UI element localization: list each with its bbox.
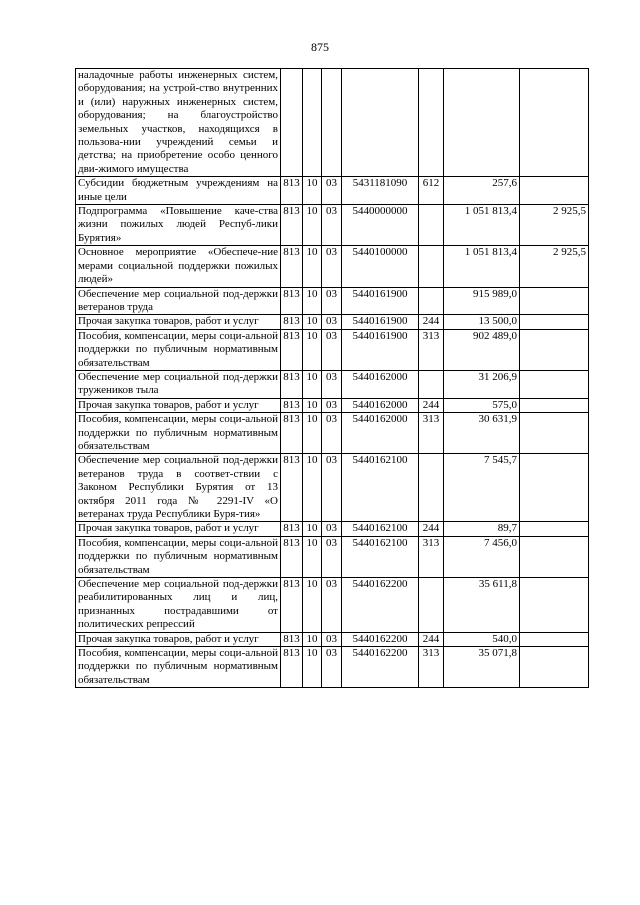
- section-code-cell: [303, 69, 322, 177]
- table-row: [76, 632, 589, 646]
- row-name-cell: Обеспечение мер социальной под-держки ветеранов труда: [76, 287, 281, 315]
- federal-amount-cell: [520, 647, 589, 688]
- ministry-code-cell: [281, 69, 303, 177]
- ministry-code-cell: 813: [281, 522, 303, 536]
- section-code-cell: 10: [303, 578, 322, 633]
- subsection-code-cell: 03: [322, 315, 342, 329]
- expense-type-cell: [419, 454, 444, 522]
- target-article-cell: 5440162100: [342, 522, 419, 536]
- budget-table: [75, 68, 589, 688]
- federal-amount-cell: [520, 536, 589, 577]
- row-name-cell: Подпрограмма «Повышение каче-ства жизни пожилых людей Респуб-лики Бурятия»: [76, 205, 281, 246]
- federal-amount-cell: [520, 315, 589, 329]
- subsection-code-cell: 03: [322, 647, 342, 688]
- expense-type-cell: 313: [419, 536, 444, 577]
- table-row: [76, 370, 589, 398]
- row-name-cell: Основное мероприятие «Обеспече-ние мерами социальной поддержки пожилых людей»: [76, 246, 281, 287]
- ministry-code-cell: 813: [281, 398, 303, 412]
- expense-type-cell: 244: [419, 398, 444, 412]
- federal-amount-cell: 2 925,5: [520, 205, 589, 246]
- row-name-cell: Прочая закупка товаров, работ и услуг: [76, 398, 281, 412]
- section-code-cell: 10: [303, 370, 322, 398]
- section-code-cell: 10: [303, 287, 322, 315]
- target-article-cell: 5440162200: [342, 632, 419, 646]
- subsection-code-cell: 03: [322, 536, 342, 577]
- table-row: [76, 69, 589, 177]
- table-row: [76, 246, 589, 287]
- ministry-code-cell: 813: [281, 647, 303, 688]
- ministry-code-cell: 813: [281, 205, 303, 246]
- amount-cell: 30 631,9: [444, 413, 520, 454]
- amount-cell: 13 500,0: [444, 315, 520, 329]
- ministry-code-cell: 813: [281, 370, 303, 398]
- target-article-cell: 5440162200: [342, 578, 419, 633]
- federal-amount-cell: [520, 632, 589, 646]
- amount-cell: 915 989,0: [444, 287, 520, 315]
- row-name-cell: Пособия, компенсации, меры соци-альной поддержки по публичным нормативным обязательствам: [76, 647, 281, 688]
- expense-type-cell: 244: [419, 632, 444, 646]
- ministry-code-cell: 813: [281, 246, 303, 287]
- subsection-code-cell: 03: [322, 246, 342, 287]
- expense-type-cell: [419, 205, 444, 246]
- section-code-cell: 10: [303, 329, 322, 370]
- table-row: [76, 647, 589, 688]
- section-code-cell: 10: [303, 315, 322, 329]
- amount-cell: 7 545,7: [444, 454, 520, 522]
- table-row: [76, 522, 589, 536]
- expense-type-cell: [419, 370, 444, 398]
- subsection-code-cell: 03: [322, 370, 342, 398]
- table-body: [76, 69, 589, 688]
- amount-cell: 575,0: [444, 398, 520, 412]
- federal-amount-cell: 2 925,5: [520, 246, 589, 287]
- target-article-cell: 5440161900: [342, 287, 419, 315]
- page-number: 875: [311, 40, 329, 54]
- target-article-cell: 5440162000: [342, 398, 419, 412]
- target-article-cell: 5440161900: [342, 315, 419, 329]
- amount-cell: 35 611,8: [444, 578, 520, 633]
- section-code-cell: 10: [303, 536, 322, 577]
- federal-amount-cell: [520, 69, 589, 177]
- section-code-cell: 10: [303, 177, 322, 205]
- target-article-cell: 5440162000: [342, 370, 419, 398]
- target-article-cell: 5431181090: [342, 177, 419, 205]
- amount-cell: 35 071,8: [444, 647, 520, 688]
- row-name-cell: Обеспечение мер социальной под-держки реабилитированных лиц и лиц, признанных пострадавшими от политических репрессий: [76, 578, 281, 633]
- subsection-code-cell: 03: [322, 522, 342, 536]
- expense-type-cell: [419, 287, 444, 315]
- ministry-code-cell: 813: [281, 287, 303, 315]
- row-name-cell: Прочая закупка товаров, работ и услуг: [76, 522, 281, 536]
- section-code-cell: 10: [303, 647, 322, 688]
- ministry-code-cell: 813: [281, 536, 303, 577]
- target-article-cell: 5440162100: [342, 536, 419, 577]
- table-row: [76, 454, 589, 522]
- section-code-cell: 10: [303, 413, 322, 454]
- section-code-cell: 10: [303, 522, 322, 536]
- target-article-cell: 5440100000: [342, 246, 419, 287]
- subsection-code-cell: 03: [322, 329, 342, 370]
- section-code-cell: 10: [303, 398, 322, 412]
- federal-amount-cell: [520, 287, 589, 315]
- row-name-cell: Прочая закупка товаров, работ и услуг: [76, 315, 281, 329]
- row-name-cell: Пособия, компенсации, меры соци-альной поддержки по публичным нормативным обязательствам: [76, 413, 281, 454]
- target-article-cell: 5440000000: [342, 205, 419, 246]
- expense-type-cell: [419, 246, 444, 287]
- row-name-cell: Обеспечение мер социальной под-держки ветеранов труда в соответ-ствии с Законом Республики Бурятия от 13 октября 2011 года № 2291-IV «О ветеранах труда Республики Буря-тия»: [76, 454, 281, 522]
- target-article-cell: 5440162000: [342, 413, 419, 454]
- row-name-cell: Пособия, компенсации, меры соци-альной поддержки по публичным нормативным обязательствам: [76, 536, 281, 577]
- subsection-code-cell: 03: [322, 398, 342, 412]
- expense-type-cell: 612: [419, 177, 444, 205]
- ministry-code-cell: 813: [281, 177, 303, 205]
- federal-amount-cell: [520, 578, 589, 633]
- expense-type-cell: 244: [419, 522, 444, 536]
- subsection-code-cell: 03: [322, 413, 342, 454]
- table-row: [76, 329, 589, 370]
- expense-type-cell: 244: [419, 315, 444, 329]
- expense-type-cell: [419, 69, 444, 177]
- subsection-code-cell: 03: [322, 632, 342, 646]
- federal-amount-cell: [520, 522, 589, 536]
- table-row: [76, 578, 589, 633]
- federal-amount-cell: [520, 177, 589, 205]
- federal-amount-cell: [520, 398, 589, 412]
- subsection-code-cell: 03: [322, 454, 342, 522]
- subsection-code-cell: 03: [322, 578, 342, 633]
- row-name-cell: Субсидии бюджетным учреждениям на иные цели: [76, 177, 281, 205]
- ministry-code-cell: 813: [281, 413, 303, 454]
- table-row: [76, 315, 589, 329]
- table-row: [76, 205, 589, 246]
- ministry-code-cell: 813: [281, 329, 303, 370]
- row-name-cell: Обеспечение мер социальной под-держки тружеников тыла: [76, 370, 281, 398]
- amount-cell: 1 051 813,4: [444, 246, 520, 287]
- federal-amount-cell: [520, 413, 589, 454]
- amount-cell: 7 456,0: [444, 536, 520, 577]
- table-row: [76, 536, 589, 577]
- expense-type-cell: 313: [419, 329, 444, 370]
- amount-cell: 257,6: [444, 177, 520, 205]
- ministry-code-cell: 813: [281, 578, 303, 633]
- expense-type-cell: [419, 578, 444, 633]
- target-article-cell: 5440162200: [342, 647, 419, 688]
- ministry-code-cell: 813: [281, 632, 303, 646]
- target-article-cell: [342, 69, 419, 177]
- federal-amount-cell: [520, 454, 589, 522]
- expense-type-cell: 313: [419, 647, 444, 688]
- amount-cell: 1 051 813,4: [444, 205, 520, 246]
- amount-cell: 540,0: [444, 632, 520, 646]
- amount-cell: 31 206,9: [444, 370, 520, 398]
- row-name-cell: наладочные работы инженерных систем, оборудования; на устрой-ство внутренних и (или) наружных инженерных систем, оборудования; на благоустройство земельных участков, находящихся в пользова-нии учреждений семьи и детства; на приобретение особо ценного дви-жимого имущества: [76, 69, 281, 177]
- row-name-cell: Прочая закупка товаров, работ и услуг: [76, 632, 281, 646]
- expense-type-cell: 313: [419, 413, 444, 454]
- amount-cell: 89,7: [444, 522, 520, 536]
- section-code-cell: 10: [303, 632, 322, 646]
- section-code-cell: 10: [303, 246, 322, 287]
- table-row: [76, 287, 589, 315]
- row-name-cell: Пособия, компенсации, меры соци-альной поддержки по публичным нормативным обязательствам: [76, 329, 281, 370]
- section-code-cell: 10: [303, 454, 322, 522]
- subsection-code-cell: 03: [322, 205, 342, 246]
- amount-cell: [444, 69, 520, 177]
- federal-amount-cell: [520, 370, 589, 398]
- amount-cell: 902 489,0: [444, 329, 520, 370]
- section-code-cell: 10: [303, 205, 322, 246]
- subsection-code-cell: [322, 69, 342, 177]
- table-row: [76, 177, 589, 205]
- ministry-code-cell: 813: [281, 315, 303, 329]
- subsection-code-cell: 03: [322, 177, 342, 205]
- federal-amount-cell: [520, 329, 589, 370]
- subsection-code-cell: 03: [322, 287, 342, 315]
- target-article-cell: 5440161900: [342, 329, 419, 370]
- table-row: [76, 398, 589, 412]
- target-article-cell: 5440162100: [342, 454, 419, 522]
- table-row: [76, 413, 589, 454]
- ministry-code-cell: 813: [281, 454, 303, 522]
